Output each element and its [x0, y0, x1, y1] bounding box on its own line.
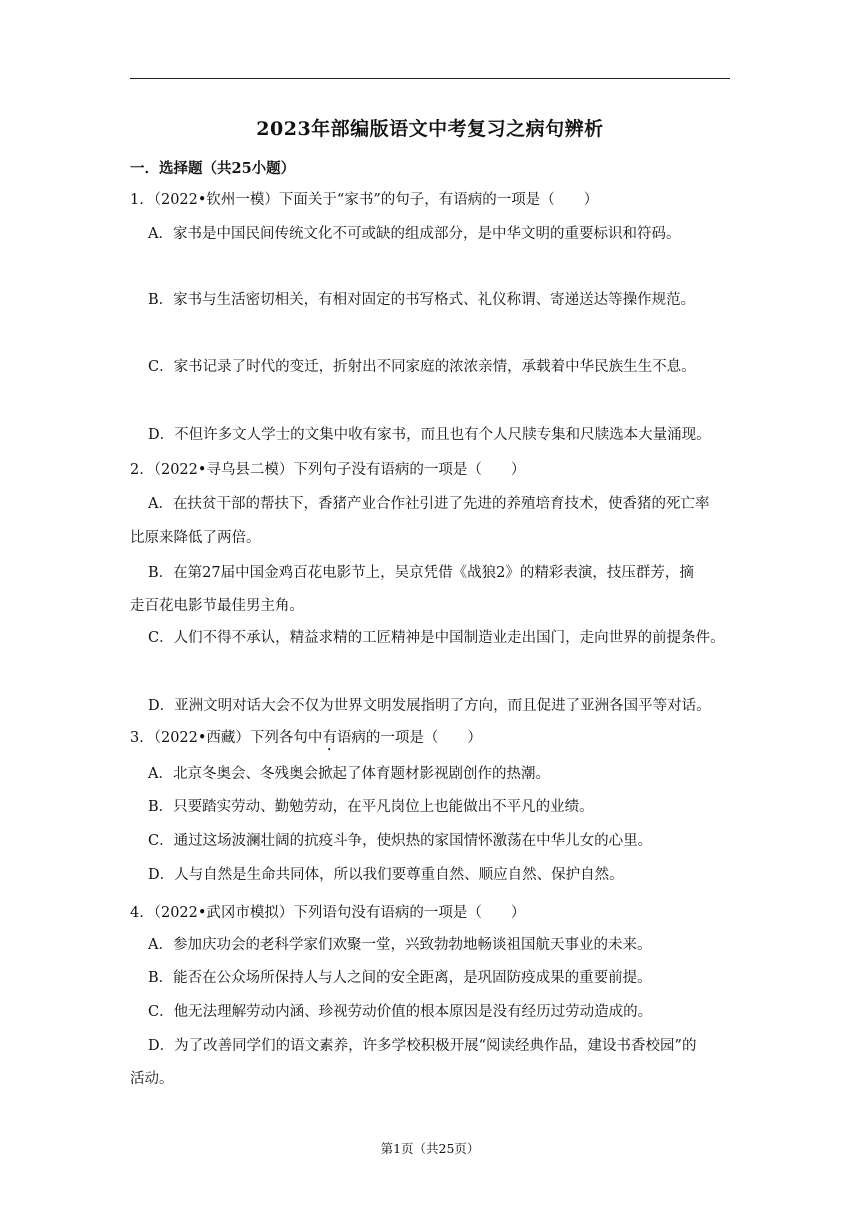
question-4-option-b: B．能否在公众场所保持人与人之间的安全距离，是巩固防疫成果的重要前提。: [148, 970, 652, 986]
question-1-option-d: D．不但许多文人学士的文集中收有家书，而且也有个人尺牍专集和尺牍选本大量涌现。: [148, 427, 711, 443]
question-2-option-d: D．亚洲文明对话大会不仅为世界文明发展指明了方向，而且促进了亚洲各国平等对话。: [148, 698, 711, 714]
question-3-stem: [130, 728, 730, 754]
question-2-option-a-cont: 比原来降低了两倍。: [130, 530, 261, 546]
question-1-stem: 1．（2022•钦州一模）下面关于“家书”的句子，有语病的一项是（ ）: [130, 192, 599, 208]
question-1-option-c: C．家书记录了时代的变迁，折射出不同家庭的浓浓亲情，承载着中华民族生生不息。: [148, 359, 696, 375]
question-3-option-a: A．北京冬奥会、冬残奥会掀起了体育题材影视剧创作的热潮。: [148, 766, 550, 782]
question-4-option-c: C．他无法理解劳动内涵、珍视劳动价值的根本原因是没有经历过劳动造成的。: [148, 1004, 653, 1020]
question-2-option-c: C．人们不得不承认，精益求精的工匠精神是中国制造业走出国门，走向世界的前提条件。: [148, 630, 725, 646]
question-4-option-d: D．为了改善同学们的语文素养，许多学校积极开展“阅读经典作品，建设书香校园”的: [148, 1038, 697, 1054]
question-1-option-b: B．家书与生活密切相关，有相对固定的书写格式、礼仪称谓、寄递送达等操作规范。: [148, 292, 696, 308]
question-2-stem: 2．（2022•寻乌县二模）下列句子没有语病的一项是（ ）: [130, 462, 526, 478]
question-3-stem-emphasis: 有: [322, 730, 337, 746]
page-footer: 第1页（共25页）: [380, 1141, 480, 1156]
question-3-option-d: D．人与自然是生命共同体，所以我们要尊重自然、顺应自然、保护自然。: [148, 867, 624, 883]
question-4-option-d-cont: 活动。: [130, 1071, 174, 1087]
question-2-option-a: A．在扶贫干部的帮扶下，香猪产业合作社引进了先进的养殖培育技术，使香猪的死亡率: [148, 496, 710, 512]
question-4-stem: 4．（2022•武冈市模拟）下列语句没有语病的一项是（ ）: [130, 905, 526, 921]
document-title: 2023年部编版语文中考复习之病句辨析: [256, 118, 604, 140]
header-rule: [130, 78, 730, 79]
question-2-option-b: B．在第27届中国金鸡百花电影节上，吴京凭借《战狼2》的精彩表演，技压群芳，摘: [148, 565, 694, 581]
question-2-option-b-cont: 走百花电影节最佳男主角。: [130, 598, 304, 614]
question-1-option-a: A．家书是中国民间传统文化不可或缺的组成部分，是中华文明的重要标识和符码。: [148, 226, 681, 242]
section-heading: 一．选择题（共25小题）: [130, 160, 296, 177]
question-3-option-b: B．只要踏实劳动、勤勉劳动，在平凡岗位上也能做出不平凡的业绩。: [148, 799, 594, 815]
question-4-option-a: A．参加庆功会的老科学家们欢聚一堂，兴致勃勃地畅谈祖国航天事业的未来。: [148, 937, 652, 953]
question-3-stem-prefix: 3．（2022•西藏）下列各句中: [130, 730, 323, 746]
question-3-option-c: C．通过这场波澜壮阔的抗疫斗争，使炽热的家国情怀激荡在中华儿女的心里。: [148, 833, 653, 849]
question-3-stem-suffix: 语病的一项是（ ）: [336, 730, 482, 746]
